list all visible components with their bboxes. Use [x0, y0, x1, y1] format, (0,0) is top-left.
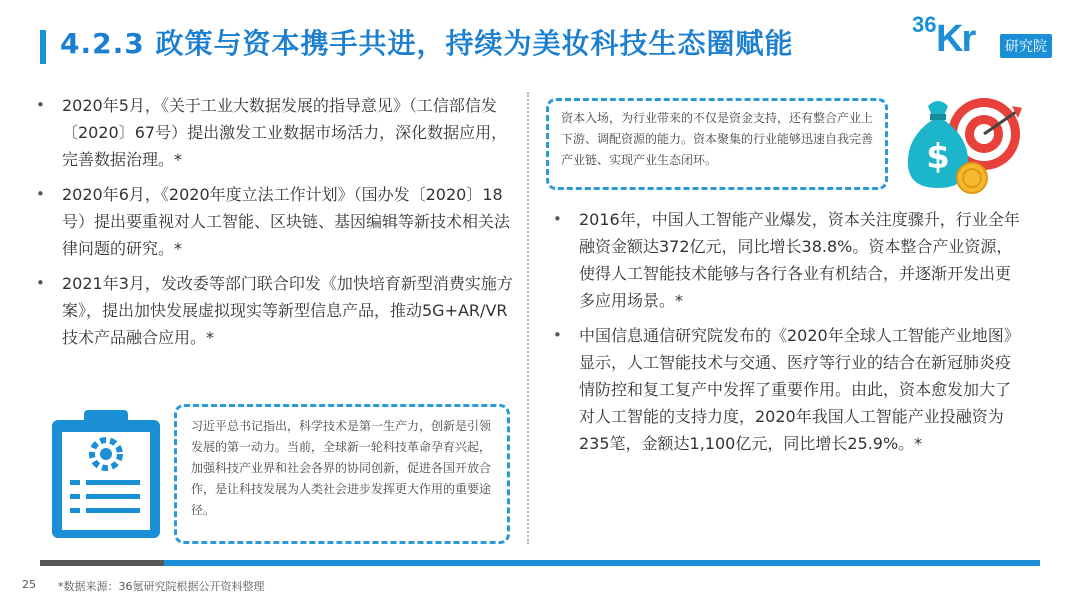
checklist-dot: [70, 480, 80, 485]
policy-bullet-list: [36, 92, 516, 359]
bullet-dot: •: [553, 210, 562, 228]
column-divider: [527, 92, 529, 544]
list-item: [553, 322, 1023, 457]
page-title: 4.2.3 政策与资本携手共进，持续为美妆科技生态圈赋能: [60, 27, 794, 60]
bullet-text: 中国信息通信研究院发布的《2020年全球人工智能产业地图》显示，人工智能技术与交通、医疗等行业的结合在新冠肺炎疫情防控和复工复产中发挥了重要作用。由此，资本愈发加大了对人工智能的支持力度，2020年我国人工智能产业投融资为235笔，金额达1,100亿元，同比增长25.9%。*: [579, 326, 1020, 453]
checklist-line: [86, 508, 140, 513]
quote-callout-box: [174, 404, 510, 544]
coin: [957, 163, 987, 193]
bullet-text: 2020年5月，《关于工业大数据发展的指导意见》（工信部信发〔2020〕67号）提出激发工业数据市场活力，深化数据应用，完善数据治理。*: [62, 96, 508, 169]
bullet-dot: •: [553, 326, 562, 344]
bag-tie: [930, 114, 946, 120]
logo-number: 36: [912, 12, 937, 37]
capital-callout-text: 资本入场，为行业带来的不仅是资金支持，还有整合产业上下游、调配资源的能力。资本聚集的行业能够迅速自我完善产业链、实现产业生态闭环。: [561, 111, 874, 167]
footer-bar-blue-segment: [164, 560, 1040, 566]
checklist-line: [86, 480, 140, 485]
checklist-line: [86, 494, 140, 499]
bullet-dot: •: [36, 96, 45, 114]
capital-callout-box: [546, 98, 888, 190]
bag-top: [928, 101, 948, 116]
list-item: [553, 206, 1023, 314]
bullet-text: 2021年3月，发改委等部门联合印发《加快培育新型消费实施方案》，提出加快发展虚拟现实等新型信息产品，推动5G+AR/VR技术产品融合应用。*: [62, 274, 513, 347]
bullet-dot: •: [36, 274, 45, 292]
gear-hub: [100, 448, 112, 460]
list-item: [36, 270, 516, 351]
title-accent-bar: [40, 30, 46, 64]
footer-bar: [40, 560, 1040, 566]
36kr-research-logo: [904, 10, 1064, 60]
dollar-sign: $: [926, 137, 950, 177]
checklist-dot: [70, 494, 80, 499]
footer-bar-dark-segment: [40, 560, 164, 566]
quote-callout-text: 习近平总书记指出，科学技术是第一生产力，创新是引领发展的第一动力。当前，全球新一轮科技革命孕育兴起，加强科技产业界和社会各界的协同创新，促进各国开放合作，是让科技发展为人类社会进步发挥更大作用的重要途径。: [191, 419, 492, 517]
checklist-dot: [70, 508, 80, 513]
bullet-text: 2016年，中国人工智能产业爆发，资本关注度骤升，行业全年融资金额达372亿元，同比增长38.8%。资本整合产业资源，使得人工智能技术能够与各行各业有机结合，并逐渐开发出更多应用场景。*: [579, 210, 1020, 310]
bullet-dot: •: [36, 185, 45, 203]
data-source-note: *数据来源：36氪研究院根据公开资料整理: [58, 580, 265, 593]
capital-bullet-list: [553, 206, 1023, 465]
logo-kr: Kr: [936, 18, 975, 60]
bullet-text: 2020年6月，《2020年度立法工作计划》（国办发〔2020〕18号）提出要重视对人工智能、区块链、基因编辑等新技术相关法律问题的研究。*: [62, 185, 511, 258]
list-item: [36, 181, 516, 262]
clipboard-clip: [84, 410, 128, 430]
money-bag-target-icon: [898, 88, 1028, 198]
page-number: 25: [22, 578, 36, 591]
list-item: [36, 92, 516, 173]
clipboard-gear-icon: [44, 402, 174, 542]
logo-tag: 研究院: [1000, 34, 1052, 58]
